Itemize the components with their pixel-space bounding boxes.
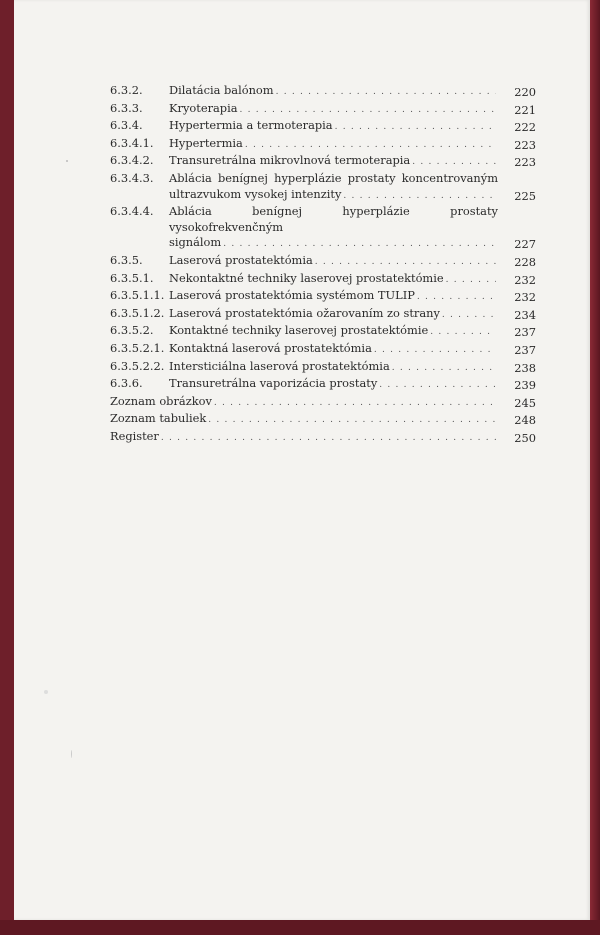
toc-entry <box>110 429 536 447</box>
dot-leader <box>442 308 496 324</box>
toc-entry <box>110 171 536 204</box>
dot-leader <box>379 378 496 394</box>
toc-entry-title: Dilatácia balónom <box>169 83 274 97</box>
dot-leader <box>161 431 496 447</box>
toc-entry <box>110 288 536 306</box>
toc-entry <box>110 411 536 429</box>
paper-speck <box>44 690 48 694</box>
toc-page-number: 248 <box>514 413 536 428</box>
toc-page-number: 220 <box>514 85 536 99</box>
toc-entry-title: Kontaktná laserová prostatektómia <box>169 340 372 355</box>
toc-entry-title: Zoznam tabuliek <box>110 411 207 426</box>
toc-entry-number: 6.3.5.2.2. <box>110 358 165 373</box>
toc-entry-number: 6.3.5.1. <box>110 270 154 285</box>
toc-entry <box>110 253 536 271</box>
toc-entry-title: Laserová prostatektómia ožarovaním zo strany <box>169 305 440 320</box>
toc-entry <box>110 204 536 253</box>
toc-entry <box>110 101 536 119</box>
dot-leader <box>315 255 496 271</box>
toc-page-number: 227 <box>514 237 536 252</box>
toc-page-number: 237 <box>514 342 536 357</box>
toc-entry-title: Laserová prostatektómia systémom TULIP <box>169 288 415 303</box>
toc-entry-number: 6.3.4.2. <box>110 153 154 168</box>
toc-entry-number: 6.3.5.1.2. <box>110 305 165 320</box>
toc-page-number: 223 <box>514 137 536 152</box>
toc-entry-number: 6.3.5.1.1. <box>110 288 165 303</box>
dot-leader <box>245 138 496 154</box>
toc-page-number: 221 <box>514 102 536 117</box>
toc-page-number: 239 <box>514 378 536 393</box>
toc-entry-title: Nekontaktné techniky laserovej prostatektómie <box>169 270 444 285</box>
toc-entry-title: Kontaktné techniky laserovej prostatektómie <box>169 323 429 338</box>
dot-leader <box>417 290 496 306</box>
paper-speck <box>71 750 72 758</box>
toc-entry-number: 6.3.4.3. <box>110 170 154 185</box>
toc-page-number: 234 <box>514 307 536 322</box>
toc-page-number: 238 <box>514 360 536 375</box>
toc-entry-title: signálom <box>169 235 222 250</box>
dot-leader <box>276 85 496 101</box>
toc-page-number: 225 <box>514 188 536 203</box>
toc-entry <box>110 376 536 394</box>
toc-entry-number: 6.3.4.1. <box>110 135 154 150</box>
toc-entry-number: 6.3.5.2.1. <box>110 340 165 355</box>
toc-entry-number: 6.3.3. <box>110 100 143 115</box>
toc-entry-title: Laserová prostatektómia <box>169 252 313 267</box>
toc-entry <box>110 153 536 171</box>
toc-entry <box>110 323 536 341</box>
book-page <box>14 0 590 920</box>
toc-entry-number: 6.3.4. <box>110 118 143 133</box>
toc-entry <box>110 394 536 412</box>
book-cover-bottom <box>0 920 600 935</box>
dot-leader <box>223 237 496 253</box>
toc-entry <box>110 271 536 289</box>
toc-page-number: 228 <box>514 254 536 269</box>
toc-entry-number: 6.3.2. <box>110 83 143 97</box>
toc-entry-title: Zoznam obrázkov <box>110 393 212 408</box>
toc-page-number: 250 <box>514 430 536 445</box>
toc-entry-title: Ablácia benígnej hyperplázie prostaty koncentrovaným <box>169 170 498 185</box>
paper-speck <box>66 160 68 162</box>
toc-entry-title: Transuretrálna mikrovlnová termoterapia <box>169 153 411 168</box>
toc-entry <box>110 136 536 154</box>
toc-entry-title: Hypertermia a termoterapia <box>169 118 333 133</box>
toc-entry-title: Intersticiálna laserová prostatektómia <box>169 358 390 373</box>
dot-leader <box>343 189 496 205</box>
dot-leader <box>208 413 496 429</box>
toc-entry <box>110 306 536 324</box>
dot-leader <box>430 325 496 341</box>
dot-leader <box>374 343 496 359</box>
toc-page-number: 237 <box>514 325 536 340</box>
toc-entry-title: Hypertermia <box>169 135 243 150</box>
dot-leader <box>392 361 496 377</box>
toc-page-number: 223 <box>514 155 536 170</box>
toc-entry-title: Ablácia benígnej hyperplázie prostaty vysokofrekvenčným <box>169 204 498 234</box>
dot-leader <box>335 120 496 136</box>
toc-entry-number: 6.3.6. <box>110 376 143 391</box>
toc-page-number: 232 <box>514 290 536 305</box>
dot-leader <box>214 396 496 412</box>
toc-entry <box>110 341 536 359</box>
table-of-contents <box>110 83 536 446</box>
dot-leader <box>240 103 496 119</box>
toc-entry <box>110 118 536 136</box>
toc-entry-number: 6.3.4.4. <box>110 204 154 219</box>
toc-entry-title: ultrazvukom vysokej intenzity <box>169 186 342 201</box>
toc-entry-number: 6.3.5. <box>110 252 143 267</box>
toc-entry-title: Transuretrálna vaporizácia prostaty <box>169 376 378 391</box>
toc-page-number: 232 <box>514 272 536 287</box>
toc-entry <box>110 83 536 101</box>
toc-entry-title: Kryoterapia <box>169 100 238 115</box>
dot-leader <box>412 155 496 171</box>
toc-entry <box>110 359 536 377</box>
toc-entry-title: Register <box>110 428 159 443</box>
toc-page-number: 222 <box>514 120 536 135</box>
book-cover-edge <box>590 0 600 935</box>
dot-leader <box>446 273 496 289</box>
toc-entry-number: 6.3.5.2. <box>110 323 154 338</box>
toc-page-number: 245 <box>514 395 536 410</box>
